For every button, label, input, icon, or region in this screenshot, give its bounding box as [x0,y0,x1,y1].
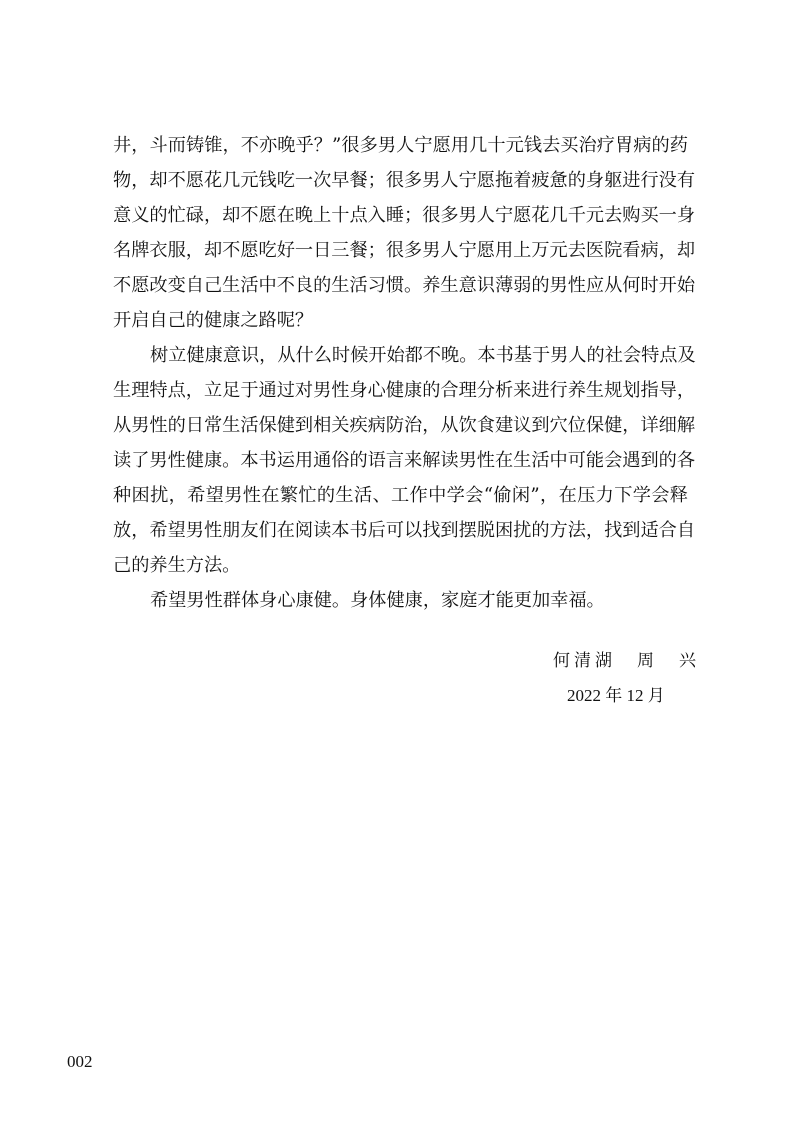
text-line: 开启自己的健康之路呢？ [113,310,314,331]
text-line: 物，却不愿花几元钱吃一次早餐；很多男人宁愿拖着疲惫的身躯进行没有 [113,170,696,191]
text-line: 生理特点，立足于通过对男性身心健康的合理分析来进行养生规划指导， [113,380,696,401]
text-line: 读了男性健康。本书运用通俗的语言来解读男性在生活中可能会遇到的各 [113,450,696,471]
paragraph [113,583,688,618]
text-line: 井，斗而铸锥，不亦晚乎？”很多男人宁愿用几十元钱去买治疗胃病的药 [113,135,688,156]
paragraph [113,128,696,338]
text-line: 从男性的日常生活保健到相关疾病防治，从饮食建议到穴位保健，详细解 [113,415,696,436]
text-line: 己的养生方法。 [113,555,241,576]
paragraph [113,338,696,583]
body-text [113,128,696,618]
text-line: 不愿改变自己生活中不良的生活习惯。养生意识薄弱的男性应从何时开始 [113,275,696,296]
signature-authors: 何清湖 周 兴 [553,651,700,671]
text-line: 种困扰，希望男性在繁忙的生活、工作中学会“偷闲”，在压力下学会释 [113,485,688,506]
text-line: 意义的忙碌，却不愿在晚上十点入睡；很多男人宁愿花几千元去购买一身 [113,205,696,226]
page-number: 002 [67,1052,93,1071]
signature-date: 2022 年 12 月 [567,686,665,705]
text-line: 名牌衣服，却不愿吃好一日三餐；很多男人宁愿用上万元去医院看病，却 [113,240,696,261]
text-line: 树立健康意识，从什么时候开始都不晚。本书基于男人的社会特点及 [150,345,696,366]
text-line: 希望男性群体身心康健。身体健康，家庭才能更加幸福。 [150,590,605,611]
text-line: 放，希望男性朋友们在阅读本书后可以找到摆脱困扰的方法，找到适合自 [113,520,696,541]
